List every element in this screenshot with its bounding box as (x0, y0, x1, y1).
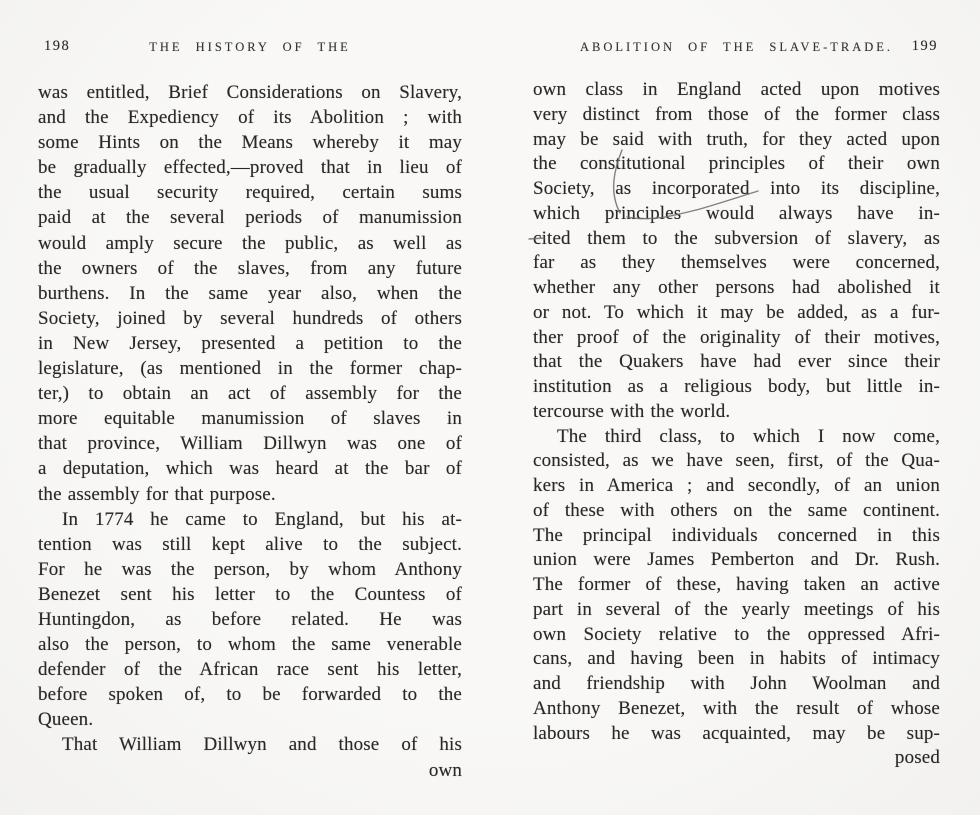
text-line: Society, joined by several hundreds of others (38, 307, 462, 329)
catchword-right: posed (894, 747, 940, 769)
text-line: Queen. (38, 709, 94, 731)
catchword-left: own (428, 759, 462, 781)
text-line: The former of these, having taken an active (533, 574, 940, 595)
text-line: before spoken of, to be forwarded to the (38, 684, 462, 706)
text-line: may be said with truth, for they acted upon (533, 128, 940, 150)
page-number-right: 199 (911, 38, 938, 54)
text-line: very distinct from those of the former class (533, 103, 940, 125)
text-line: In 1774 he came to England, but his at- (62, 508, 462, 530)
text-line: Huntingdon, as before related. He was (38, 608, 462, 630)
text-line: Anthony Benezet, with the result of whose (533, 697, 940, 719)
text-line: which principles would always have in- (533, 202, 940, 224)
text-line: The principal individuals concerned in this (533, 524, 940, 546)
text-line: and friendship with John Woolman and (533, 673, 940, 694)
right-page-body (533, 78, 940, 771)
text-line: cans, and having been in habits of intimacy (533, 648, 940, 670)
text-line: consisted, as we have seen, first, of the Qua- (533, 450, 940, 472)
page-number-left: 198 (44, 38, 71, 54)
text-line: Society, as incorporated into its discipline, (533, 178, 940, 199)
text-line: kers in America ; and secondly, of an union (533, 475, 940, 496)
text-line: ter,) to obtain an act of assembly for the (38, 383, 462, 405)
text-line: own Society relative to the oppressed Afri- (533, 623, 940, 645)
text-line: far as they themselves were concerned, (533, 252, 940, 274)
left-page-header (38, 40, 462, 60)
text-line: or not. To which it may be added, as a fur- (533, 301, 940, 323)
text-line: legislature, (as mentioned in the former chap- (38, 358, 462, 380)
text-line: cited them to the subversion of slavery, as (533, 227, 940, 249)
text-line: that the Quakers have had ever since their (533, 351, 940, 373)
text-line: labours he was acquainted, may be sup- (533, 722, 940, 744)
left-page-body (38, 80, 462, 783)
text-line: also the person, to whom the same venerable (38, 634, 462, 656)
text-line: would amply secure the public, as well as (38, 232, 462, 254)
right-page-header (533, 40, 940, 60)
text-line: institution as a religious body, but little in- (533, 376, 940, 397)
text-line: That William Dillwyn and those of his (62, 734, 462, 756)
text-line: paid at the several periods of manumission (38, 207, 462, 229)
text-line: whether any other persons had abolished it (533, 277, 940, 298)
text-line: of these with others on the same continent. (533, 499, 940, 521)
running-title-left: THE HISTORY OF THE (149, 40, 351, 54)
running-title-right: ABOLITION OF THE SLAVE-TRADE. (579, 40, 894, 54)
text-line: tention was still kept alive to the subject. (38, 533, 462, 555)
text-line: ther proof of the originality of their motives, (533, 326, 940, 348)
text-line: Benezet sent his letter to the Countess of (38, 583, 462, 605)
text-line: tercourse with the world. (533, 400, 731, 422)
text-line: part in several of the yearly meetings of his (533, 598, 940, 620)
text-line: own class in England acted upon motives (533, 79, 940, 100)
text-line: union were James Pemberton and Dr. Rush. (533, 549, 940, 571)
text-line: the usual security required, certain sums (38, 182, 462, 204)
text-line: a deputation, which was heard at the bar of (38, 458, 462, 480)
text-line: defender of the African race sent his letter, (38, 659, 462, 681)
text-line: was entitled, Brief Considerations on Slavery, (38, 82, 462, 103)
text-line: and the Expediency of its Abolition ; with (38, 107, 462, 129)
text-line: the owners of the slaves, from any future (38, 257, 462, 279)
text-line: that province, William Dillwyn was one of (38, 433, 462, 455)
text-line: in New Jersey, presented a petition to the (38, 332, 462, 354)
text-line: be gradually effected,—proved that in lieu of (38, 157, 462, 179)
text-line: the assembly for that purpose. (38, 483, 276, 505)
text-line: some Hints on the Means whereby it may (38, 132, 462, 154)
text-line: The third class, to which I now come, (557, 425, 940, 447)
text-line: more equitable manumission of slaves in (38, 408, 462, 430)
text-line: the constitutional principles of their own (533, 153, 940, 175)
text-line: For he was the person, by whom Anthony (38, 558, 462, 580)
text-line: burthens. In the same year also, when the (38, 282, 462, 304)
